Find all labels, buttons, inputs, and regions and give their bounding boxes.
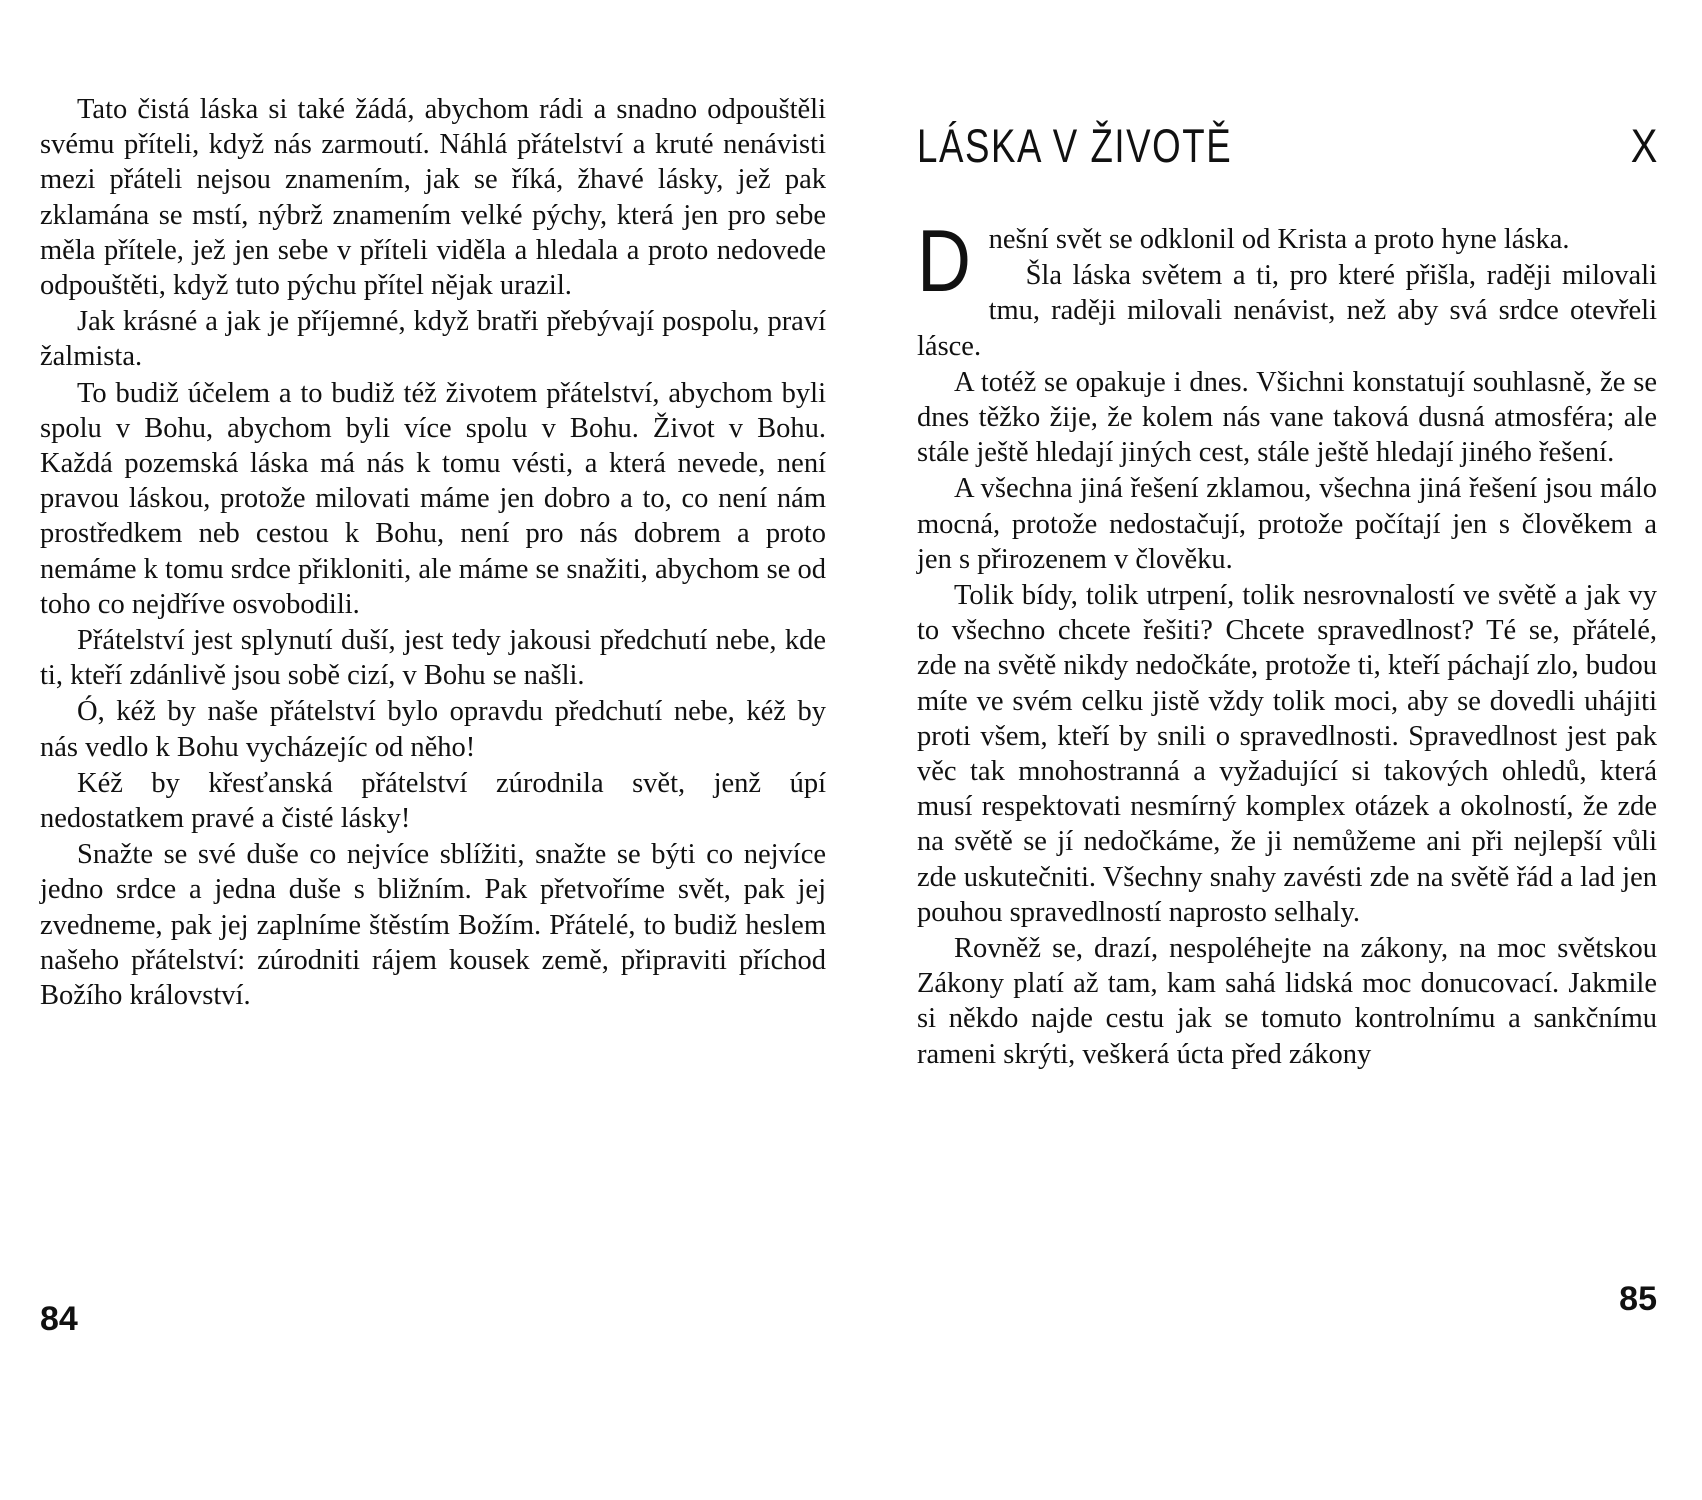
paragraph: Tolik bídy, tolik utrpení, tolik nesrovnalostí ve světě a jak vy to všechno chcete řešiti? Chcete spravedlnost? Té se, přátelé, zde na světě nikdy nedočkáte, protože ti, kteří páchají zlo, budou míte ve svém celku jistě vždy tolik moci, aby se dovedli uhájiti proti všem, kteří by snili o spravedlnosti. Spravedlnost jest pak věc tak mnohostranná a vyžadující si takových ohledů, která musí respektovati nesmírný komplex otázek a okolností, že zde na světě se jí nedočkáme, že ji nemůžeme ani při nejlepší vůli zde uskutečniti. Všechny snahy zavésti zde na světě řád a lad jen pouhou spravedlností naprosto selhaly. [917,580,1657,928]
page-number: 84 [40,1300,78,1338]
right-text-column [917,211,1657,1072]
paragraph: Ó, kéž by naše přátelství bylo opravdu předchutí nebe, kéž by nás vedlo k Bohu vycházejíc od něho! [40,696,826,763]
paragraph: To budiž účelem a to budiž též životem přátelství, abychom byli spolu v Bohu, abychom byli více spolu v Bohu. Život v Bohu. Každá pozemská láska má nás k tomu vésti, a která nevede, není pravou láskou, protože milovati máme jen dobro a to, co není nám prostředkem neb cestou k Bohu, není pro nás dobrem a proto nemáme k tomu srdce přikloniti, ale máme se snažiti, abychom se od toho co nejdříve osvobodili. [40,377,826,620]
right-page [917,0,1657,1500]
paragraph: Šla láska světem a ti, pro které přišla, raději milovali tmu, raději milovali nenávist, než aby svá srdce otevřeli lásce. [917,260,1657,362]
left-page [40,0,826,1500]
drop-cap: D [917,211,972,310]
page-number: 85 [1619,1280,1657,1318]
paragraph: A totéž se opakuje i dnes. Všichni konstatují souhlasně, že se dnes těžko žije, že kolem nás vane taková dusná atmosféra; ale stále ještě hledají jiných cest, stále ještě hledají jiného řešení. [917,366,1657,469]
chapter-title: LÁSKA V ŽIVOTĚ [917,119,1233,172]
paragraph: Přátelství jest splynutí duší, jest tedy jakousi předchutí nebe, kde ti, kteří zdánlivě jsou sobě cizí, v Bohu se našli. [40,625,826,692]
chapter-heading [917,118,1657,182]
paragraph: Kéž by křesťanská přátelství zúrodnila svět, jenž úpí nedostatkem pravé a čisté lásky! [40,767,826,835]
left-text-column [40,92,826,1013]
chapter-number: X [1630,119,1657,172]
paragraph: Rovněž se, drazí, nespoléhejte na zákony, na moc světskou Zákony platí až tam, kam sahá lidská moc donucovací. Jakmile si někdo najde cestu jak se tomuto kontrolnímu a sankčnímu rameni skrýti, veškerá úcta před zákony [917,933,1657,1070]
paragraph: Jak krásné a jak je příjemné, když bratři přebývají pospolu, praví žalmista. [40,306,826,373]
opening-paragraph [917,211,1657,310]
paragraph: Tato čistá láska si také žádá, abychom rádi a snadno odpouštěli svému příteli, když nás zarmoutí. Náhlá přátelství a kruté nenávisti mezi přáteli nejsou znamením, jak se říká, žhavé lásky, jež pak zklamána se mstí, nýbrž znamením velké pýchy, která jen pro sebe měla přítele, jež jen sebe v příteli viděla a hledala a proto nedovede odpouštěti, když tuto pýchu přítel nějak urazil. [40,94,826,302]
opening-paragraph-text: nešní svět se odklonil od Krista a proto hyne láska. [988,224,1570,255]
paragraph: A všechna jiná řešení zklamou, všechna jiná řešení jsou málo mocná, protože nedostačují, protože počítají jen s člověkem a jen s přirozenem v člověku. [917,473,1657,575]
paragraph: Snažte se své duše co nejvíce sblížiti, snažte se býti co nejvíce jedno srdce a jedna duše s bližním. Pak přetvoříme svět, pak jej zvedneme, pak jej zaplníme štěstím Božím. Přátelé, to budiž heslem našeho přátelství: zúrodniti rájem kousek země, připraviti příchod Božího království. [40,839,826,1012]
